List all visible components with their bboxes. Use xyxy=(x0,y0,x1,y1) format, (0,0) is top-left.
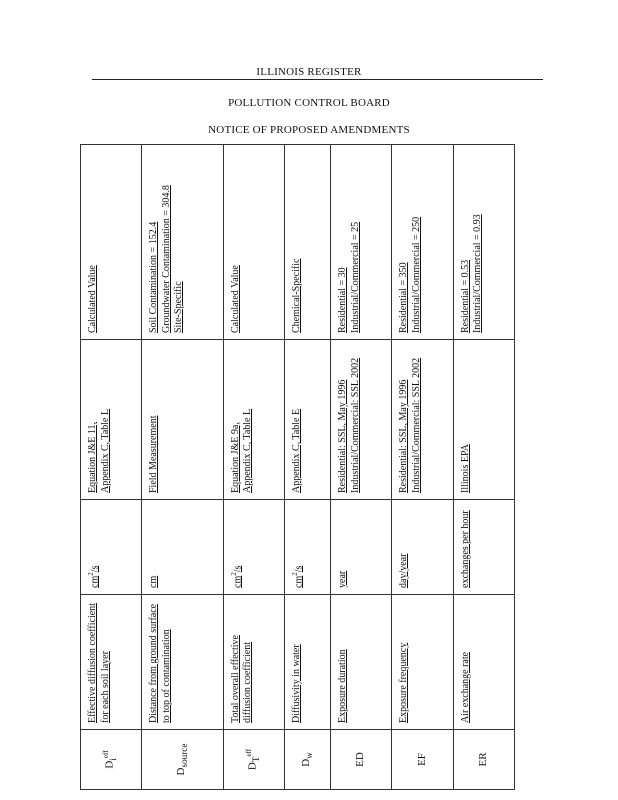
units-superscript: 2 xyxy=(87,572,95,576)
value-cell xyxy=(284,145,330,340)
units-text: exchanges per hour xyxy=(459,510,471,588)
table-row xyxy=(81,145,142,790)
source-line: Industrial/Commercial: SSL 2002 xyxy=(410,357,422,493)
units-cell xyxy=(284,500,330,595)
table-row xyxy=(392,145,453,790)
source-cell xyxy=(284,340,330,500)
source-cell xyxy=(331,340,392,500)
description-cell xyxy=(142,595,223,730)
units-cell xyxy=(392,500,453,595)
description-cell xyxy=(453,595,514,730)
value-line: Industrial/Commercial = 0.93 xyxy=(472,214,484,333)
value-line: Industrial/Commercial = 25 xyxy=(349,221,361,333)
header-rule xyxy=(92,79,543,80)
symbol-text: D xyxy=(174,767,187,776)
table-row xyxy=(331,145,392,790)
table-row xyxy=(223,145,284,790)
source-line: Residential: SSL, May 1996 xyxy=(337,379,349,493)
units-text: cm xyxy=(293,575,305,588)
value-line: Site-Specific xyxy=(173,281,185,333)
units-superscript: 2 xyxy=(229,572,238,576)
table-row xyxy=(142,145,223,790)
units-cell xyxy=(453,500,514,595)
units-cell xyxy=(142,500,223,595)
source-line: Appendix C, Table L xyxy=(99,408,111,493)
board-title: POLLUTION CONTROL BOARD xyxy=(228,97,390,109)
units-text: cm xyxy=(148,575,160,588)
description-cell xyxy=(81,595,142,730)
source-cell xyxy=(142,340,223,500)
units-text: cm xyxy=(232,575,244,588)
value-line: Calculated Value xyxy=(87,265,98,333)
units-tail: /s xyxy=(232,565,244,573)
symbol-text: D xyxy=(246,762,259,771)
symbol-text: EF xyxy=(415,753,428,766)
value-cell xyxy=(331,145,392,340)
source-cell xyxy=(392,340,453,500)
units-cell xyxy=(331,500,392,595)
symbol-cell xyxy=(223,730,284,790)
value-line: Residential = 350 xyxy=(398,262,410,333)
description-cell xyxy=(223,595,284,730)
value-line: Industrial/Commercial = 250 xyxy=(410,216,422,333)
units-text: day/year xyxy=(398,553,410,588)
symbol-text: D xyxy=(104,760,117,769)
symbol-subscript: w xyxy=(303,752,314,759)
table-row xyxy=(453,145,514,790)
register-title: ILLINOIS REGISTER xyxy=(256,66,362,78)
notice-title: NOTICE OF PROPOSED AMENDMENTS xyxy=(208,124,410,136)
symbol-cell xyxy=(81,730,142,790)
symbol-subscript: source xyxy=(178,743,189,768)
value-cell xyxy=(142,145,223,340)
description-text: Total overall effective diffusion coefficient xyxy=(229,635,254,723)
units-cell xyxy=(81,500,142,595)
value-line: Chemical-Specific xyxy=(290,258,302,333)
source-line: Illinois EPA xyxy=(459,444,471,493)
symbol-cell xyxy=(392,730,453,790)
parameter-table xyxy=(80,145,515,790)
symbol-cell xyxy=(284,730,330,790)
symbol-text: ED xyxy=(354,752,367,767)
table-row xyxy=(284,145,330,790)
value-cell xyxy=(223,145,284,340)
symbol-superscript: eff xyxy=(245,748,254,757)
value-cell xyxy=(81,145,142,340)
source-line: Appendix C, Table L xyxy=(242,408,254,493)
description-text: Distance from ground surface to top of contamination xyxy=(148,603,172,723)
units-cell xyxy=(223,500,284,595)
source-line: Equation J&E 11, xyxy=(87,421,98,493)
units-tail: /s xyxy=(89,565,101,573)
value-line: Residential = 0.53 xyxy=(459,259,471,333)
symbol-text: ER xyxy=(476,752,489,767)
value-cell xyxy=(453,145,514,340)
description-cell xyxy=(392,595,453,730)
symbol-superscript: eff xyxy=(102,750,111,759)
source-line: Residential: SSL, May 1996 xyxy=(398,379,410,493)
description-text: Air exchange rate xyxy=(459,651,471,723)
value-line: Soil Contamination = 152.4 xyxy=(148,221,160,333)
symbol-subscript: i xyxy=(108,758,119,761)
source-cell xyxy=(81,340,142,500)
value-line: Residential = 30 xyxy=(337,267,349,333)
source-line: Field Measurement xyxy=(148,415,160,493)
units-tail: /s xyxy=(293,565,305,573)
description-text: Exposure duration xyxy=(337,649,349,723)
value-line: Groundwater Contamination = 304.8 xyxy=(160,185,172,333)
source-line: Industrial/Commercial: SSL 2002 xyxy=(349,357,361,493)
symbol-text: D xyxy=(299,758,312,767)
description-cell xyxy=(284,595,330,730)
source-cell xyxy=(453,340,514,500)
value-cell xyxy=(392,145,453,340)
source-cell xyxy=(223,340,284,500)
value-line: Calculated Value xyxy=(229,265,241,333)
symbol-cell xyxy=(331,730,392,790)
description-text: Effective diffusion coefficient for each soil layer xyxy=(87,603,111,723)
source-line: Appendix C, Table E xyxy=(290,408,302,493)
source-line: Equation J&E 9a, xyxy=(229,422,241,493)
units-text: cm xyxy=(89,575,101,588)
symbol-subscript: T xyxy=(251,756,262,763)
units-superscript: 2 xyxy=(290,572,299,576)
description-text: Diffusivity in water xyxy=(290,644,302,723)
units-text: year xyxy=(337,570,349,588)
symbol-cell xyxy=(142,730,223,790)
description-text: Exposure frequency xyxy=(398,642,410,723)
description-cell xyxy=(331,595,392,730)
symbol-cell xyxy=(453,730,514,790)
